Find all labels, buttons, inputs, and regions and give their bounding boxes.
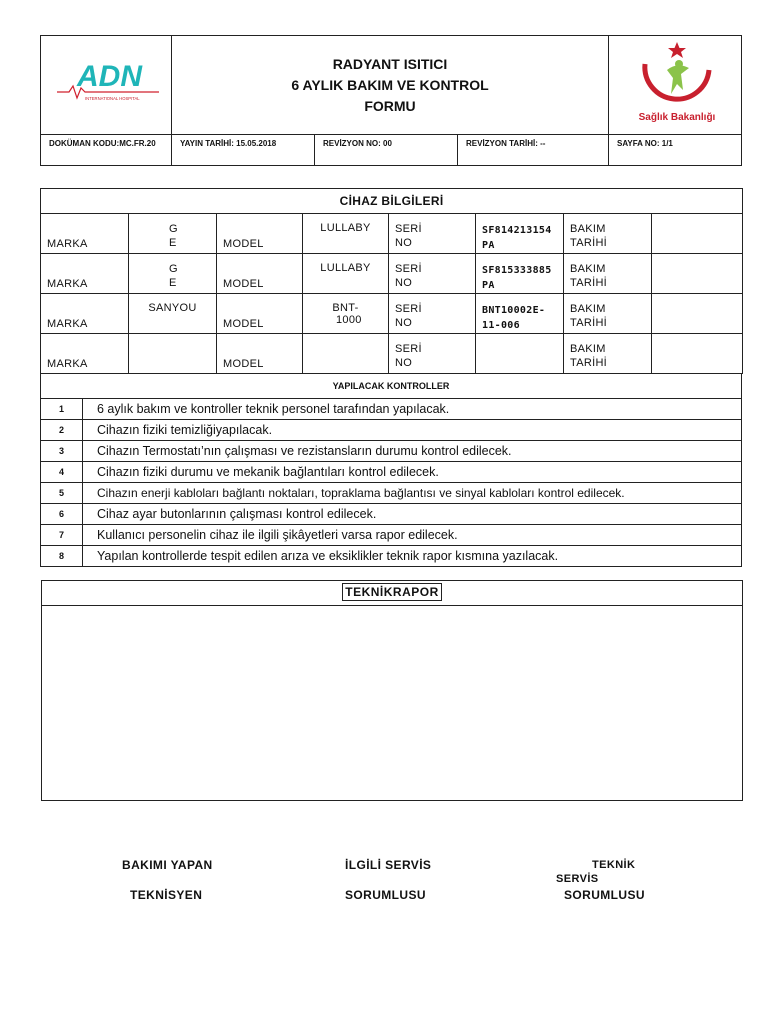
check-number: 6 — [41, 504, 83, 525]
logo-subtitle: INTERNATIONAL HOSPITAL — [85, 96, 140, 101]
logo-letters: ADN — [77, 60, 142, 93]
maintenance-date-value[interactable] — [652, 214, 743, 254]
brand-label: MARKA — [41, 254, 129, 294]
form-header — [40, 35, 742, 166]
check-number: 8 — [41, 546, 83, 567]
report-heading-row — [42, 581, 742, 606]
model-label: MODEL — [217, 254, 303, 294]
serial-value[interactable]: SF815333885 PA — [476, 254, 564, 294]
device-row — [41, 294, 743, 334]
serial-label: SERİ NO — [389, 334, 476, 374]
check-item — [41, 399, 742, 420]
signature-service-line-1: İLGİLİ SERVİS — [345, 858, 432, 872]
check-item — [41, 483, 742, 504]
title-line-2: 6 AYLIK BAKIM VE KONTROL — [291, 76, 489, 93]
check-item — [41, 441, 742, 462]
device-row — [41, 254, 743, 294]
check-number: 3 — [41, 441, 83, 462]
maintenance-date-label: BAKIM TARİHİ — [564, 254, 652, 294]
check-item — [41, 462, 742, 483]
page-number: SAYFA NO: 1/1 — [609, 135, 742, 166]
model-label: MODEL — [217, 294, 303, 334]
title-line-3: FORMU — [364, 97, 416, 114]
signature-tech-service-line-2: SERVİS — [556, 873, 599, 885]
model-label: MODEL — [217, 334, 303, 374]
brand-label: MARKA — [41, 214, 129, 254]
check-number: 1 — [41, 399, 83, 420]
check-text: Kullanıcı personelin cihaz ile ilgili şikâyetleri varsa rapor edilecek. — [83, 525, 742, 546]
signature-tech-service-line-3: SORUMLUSU — [564, 888, 645, 902]
revision-date: REVİZYON TARİHİ: -- — [458, 135, 609, 166]
check-number: 7 — [41, 525, 83, 546]
check-item — [41, 504, 742, 525]
model-value[interactable] — [303, 334, 389, 374]
model-label: MODEL — [217, 214, 303, 254]
technical-report-section — [41, 580, 743, 801]
check-item — [41, 420, 742, 441]
serial-value[interactable] — [476, 334, 564, 374]
device-row — [41, 334, 743, 374]
signature-technician-line-1: BAKIMI YAPAN — [122, 858, 213, 872]
device-info-heading: CİHAZ BİLGİLERİ — [41, 189, 743, 214]
title-line-1: RADYANT ISITICI — [332, 55, 448, 72]
check-text: Yapılan kontrollerde tespit edilen arıza ve eksiklikler teknik rapor kısmına yazılacak. — [83, 546, 742, 567]
hospital-logo-icon — [55, 56, 163, 104]
signature-tech-service-line-1: TEKNİK — [592, 859, 636, 871]
check-text: Cihaz ayar butonlarının çalışması kontrol edilecek. — [83, 504, 742, 525]
maintenance-date-value[interactable] — [652, 254, 743, 294]
publish-date: YAYIN TARİHİ: 15.05.2018 — [172, 135, 315, 166]
brand-value[interactable]: G E — [129, 254, 217, 294]
device-row — [41, 214, 743, 254]
check-number: 2 — [41, 420, 83, 441]
serial-label: SERİ NO — [389, 294, 476, 334]
serial-value[interactable]: BNT10002E- 11-006 — [476, 294, 564, 334]
doc-code: DOKÜMAN KODU:MC.FR.20 — [41, 135, 172, 166]
check-text: Cihazın fiziki durumu ve mekanik bağlantıları kontrol edilecek. — [83, 462, 742, 483]
model-value[interactable]: LULLABY — [303, 214, 389, 254]
brand-value[interactable]: G E — [129, 214, 217, 254]
serial-label: SERİ NO — [389, 214, 476, 254]
form-title-cell — [172, 36, 609, 135]
ministry-logo-text: Sağlık Bakanlığı — [638, 112, 716, 123]
hospital-logo-cell — [41, 36, 172, 135]
brand-value[interactable] — [129, 334, 217, 374]
check-number: 5 — [41, 483, 83, 504]
ministry-logo-cell — [609, 36, 742, 135]
maintenance-date-label: BAKIM TARİHİ — [564, 294, 652, 334]
check-number: 4 — [41, 462, 83, 483]
ministry-logo-icon — [637, 40, 717, 124]
maintenance-date-label: BAKIM TARİHİ — [564, 334, 652, 374]
maintenance-date-value[interactable] — [652, 334, 743, 374]
check-text: 6 aylık bakım ve kontroller teknik personel tarafından yapılacak. — [83, 399, 742, 420]
brand-label: MARKA — [41, 334, 129, 374]
maintenance-date-label: BAKIM TARİHİ — [564, 214, 652, 254]
serial-value[interactable]: SF814213154 PA — [476, 214, 564, 254]
signature-service-line-2: SORUMLUSU — [345, 888, 426, 902]
report-body-field[interactable] — [42, 606, 742, 800]
brand-label: MARKA — [41, 294, 129, 334]
model-value[interactable]: BNT- 1000 — [303, 294, 389, 334]
maintenance-date-value[interactable] — [652, 294, 743, 334]
check-item — [41, 546, 742, 567]
checks-heading: YAPILACAK KONTROLLER — [41, 374, 742, 399]
revision-number: REVİZYON NO: 00 — [315, 135, 458, 166]
check-text: Cihazın Termostatı’nın çalışması ve rezistansların durumu kontrol edilecek. — [83, 441, 742, 462]
signature-technician-line-2: TEKNİSYEN — [130, 888, 203, 902]
device-info-table — [40, 188, 743, 374]
checks-table — [40, 373, 742, 567]
check-item — [41, 525, 742, 546]
brand-value[interactable]: SANYOU — [129, 294, 217, 334]
model-value[interactable]: LULLABY — [303, 254, 389, 294]
report-heading: TEKNİKRAPOR — [342, 583, 442, 601]
check-text: Cihazın enerji kabloları bağlantı noktaları, topraklama bağlantısı ve sinyal kabloları kontrol edilecek. — [83, 483, 742, 504]
check-text: Cihazın fiziki temizliğiyapılacak. — [83, 420, 742, 441]
serial-label: SERİ NO — [389, 254, 476, 294]
